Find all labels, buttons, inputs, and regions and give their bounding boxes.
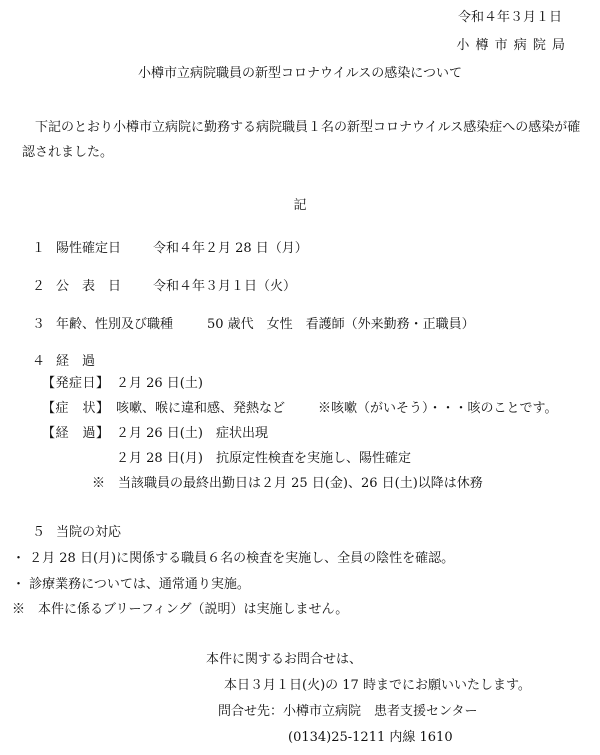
item-value: 50 歳代 女性 看護師（外来勤務・正職員） bbox=[207, 317, 475, 332]
item-number: ３ bbox=[32, 317, 46, 332]
contact-hours: 本日３月１日(火)の 17 時までにお願いいたします。 bbox=[224, 678, 531, 693]
onset-value: ２月 26 日(土) bbox=[116, 376, 203, 391]
intro-paragraph: 下記のとおり小樽市立病院に勤務する病院職員１名の新型コロナウイルス感染症への感染が確認されました。 bbox=[22, 120, 581, 160]
course-line-2: ２月 28 日(月) 抗原定性検査を実施し、陽性確定 bbox=[116, 451, 411, 466]
item-number: ４ bbox=[32, 354, 46, 369]
item-value: 令和４年２月 28 日（月） bbox=[153, 241, 308, 256]
item-number: ２ bbox=[32, 279, 46, 294]
onset-label: 【発症日】 bbox=[42, 376, 110, 391]
item-label: 当院の対応 bbox=[56, 525, 122, 540]
symptom-note: ※咳嗽（がいそう）・・・咳のことです。 bbox=[318, 401, 558, 416]
item-value: 令和４年３月１日（火） bbox=[153, 279, 297, 294]
course-label: 【経 過】 bbox=[42, 426, 110, 441]
symptom-value: 咳嗽、喉に違和感、発熱など bbox=[116, 401, 286, 416]
contact-destination: 問合せ先：小樽市立病院 患者支援センター bbox=[218, 704, 478, 719]
ki-heading: 記 bbox=[293, 198, 307, 213]
item-label: 公 表 日 bbox=[56, 279, 122, 294]
course-note: ※ 当該職員の最終出勤日は２月 25 日(金)、26 日(土)以降は休務 bbox=[92, 476, 483, 491]
course-line-1: ２月 26 日(土) 症状出現 bbox=[116, 426, 268, 441]
contact-phone: (0134)25-1211 内線 1610 bbox=[288, 730, 453, 745]
item-label: 年齢、性別及び職種 bbox=[56, 317, 174, 332]
response-bullet-1: ・ ２月 28 日(月)に関係する職員６名の検査を実施し、全員の陰性を確認。 bbox=[12, 551, 455, 566]
item-label: 陽性確定日 bbox=[56, 241, 122, 256]
item-label: 経 過 bbox=[56, 354, 96, 369]
document-date: 令和４年３月１日 bbox=[457, 10, 562, 25]
item-number: ５ bbox=[32, 525, 46, 540]
contact-intro: 本件に関するお問合せは、 bbox=[206, 652, 363, 667]
issuer-name: 小 樽 市 病 院 局 bbox=[456, 38, 566, 53]
symptom-label: 【症 状】 bbox=[42, 401, 110, 416]
briefing-note: ※ 本件に係るブリーフィング（説明）は実施しません。 bbox=[12, 602, 349, 617]
page-title: 小樽市立病院職員の新型コロナウイルスの感染について bbox=[138, 66, 462, 81]
item-number: １ bbox=[32, 241, 46, 256]
response-bullet-2: ・ 診療業務については、通常通り実施。 bbox=[12, 577, 250, 592]
